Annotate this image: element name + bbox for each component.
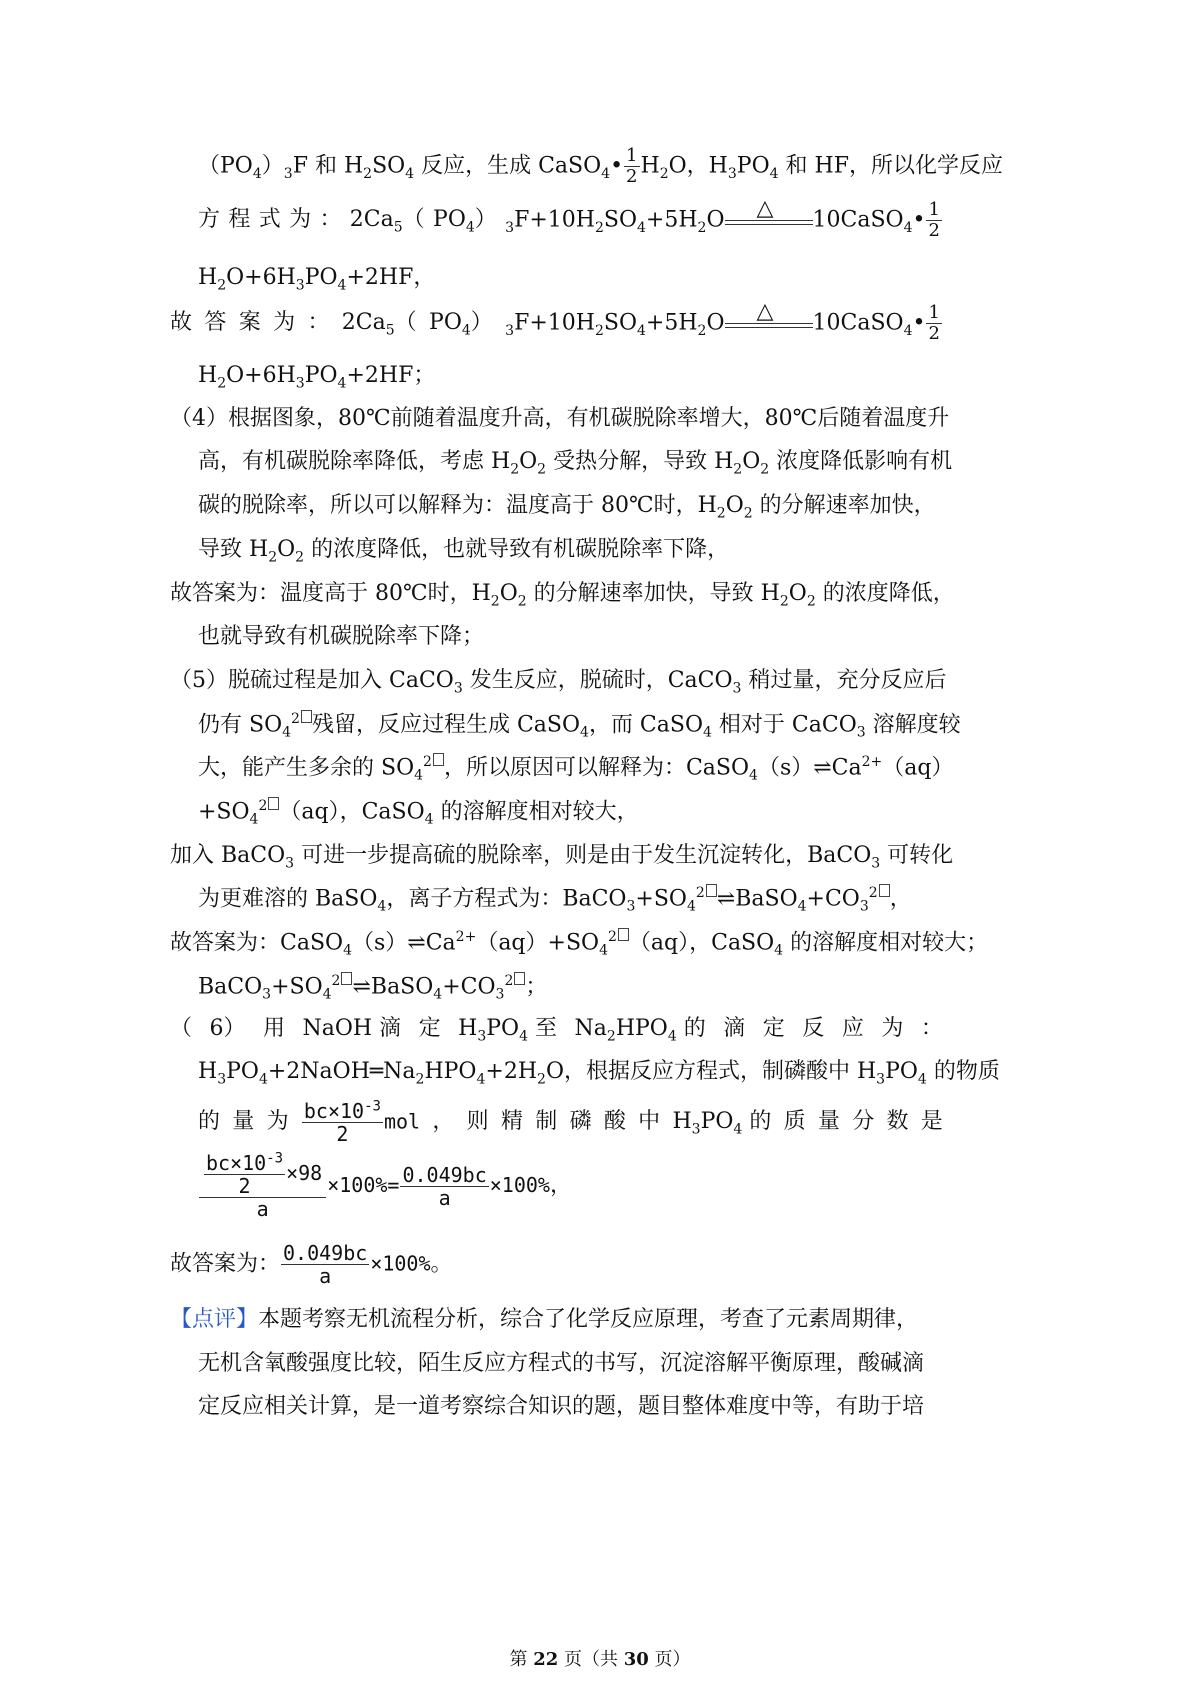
text-line: 碳的脱除率，所以可以解释为：温度高于 80℃时，$H_2O_2$ 的分解速率加快， bbox=[198, 493, 936, 522]
fraction-049: $\frac{0.049bc}{a}$ bbox=[283, 1241, 368, 1288]
comment-label: 【点评】 bbox=[170, 1307, 259, 1332]
spread-word: 磷 bbox=[569, 1109, 592, 1134]
spread-word: 为 bbox=[881, 1016, 904, 1041]
text-line: $+SO_4^2$ （aq），CaSO$_4$ 的溶解度相对较大， bbox=[198, 798, 639, 828]
text-line: 高，有机碳脱除率降低，考虑 $H_2O_2$ 受热分解，导致 $H_2O_2$ 浓度降低影响有机 bbox=[198, 449, 953, 478]
text-line: $BaCO_3+SO_4^2$ $\rightleftharpoons BaSO_4+CO_3^2$ ； bbox=[198, 973, 548, 1003]
text-line: 加入 BaCO$_3$ 可进一步提高硫的脱除率，则是由于发生沉淀转化，BaCO$_3$ 可转化 bbox=[170, 843, 954, 872]
text-line: 大，能产生多余的 $SO_4^2$ ，所以原因可以解释为：$CaSO_4(s)\rightleftharpoons Ca^{2+}(aq)$ bbox=[198, 754, 954, 784]
text-line: $H_3PO_4+2NaOH═Na_2HPO_4+2H_2O$，根据反应方程式，制磷酸中 $H_3PO_4$ 的物质 bbox=[198, 1059, 1000, 1088]
text-line: $(PO_4)_3F$ 和 $H_2SO_4$ 反应，生成 CaSO$_4$• $\frac{1}{2}$ $H_2O$，$H_3PO_4$ 和 HF，所以化学反应 bbox=[198, 145, 1003, 187]
spread-word: 则 bbox=[466, 1109, 489, 1134]
text-line: $H_2O+6H_3PO_4+2HF$； bbox=[198, 363, 436, 392]
spread-word: 反 bbox=[802, 1016, 825, 1041]
spread-word: 是 bbox=[920, 1109, 943, 1134]
text-line: 仍有 $SO_4^2$ 残留，反应过程生成 CaSO$_4$，而 CaSO$_4$ 相对于 CaCO$_3$ 溶解度较 bbox=[198, 711, 961, 741]
fraction-half: $\frac{1}{2}$ bbox=[626, 145, 638, 187]
heat-arrow-icon: △ bbox=[725, 206, 813, 234]
text-line: $H_2O+6H_3PO_4+2HF$， bbox=[198, 265, 436, 294]
spread-word: 量 bbox=[817, 1109, 840, 1134]
spread-text-line bbox=[170, 1014, 943, 1044]
spread-word: 制 bbox=[535, 1109, 558, 1134]
spread-word: $H_3PO_4$ 的 bbox=[672, 1109, 772, 1138]
equation-line: 方 程 式 为 ： $2Ca_5$（ $PO_4$） $_3F+10H_2SO_4+5H_2O$ △ 10CaSO$_4$• $\frac{1}{2}$ bbox=[198, 196, 940, 241]
spread-word: 应 bbox=[841, 1016, 864, 1041]
fraction-half: $\frac{1}{2}$ bbox=[928, 198, 940, 241]
spread-word: 中 bbox=[638, 1109, 661, 1134]
spread-word: $H_3PO_4$ 至 bbox=[458, 1016, 558, 1045]
comment-line: 无机含氧酸强度比较，陌生反应方程式的书写，沉淀溶解平衡原理，酸碱滴 bbox=[198, 1351, 925, 1376]
spread-word: 定 bbox=[418, 1016, 441, 1041]
answer-equation-line: 故 答 案 为 ： $2Ca_5$（ $PO_4$） $_3F+10H_2SO_4+5H_2O$ △ 10CaSO$_4$• $\frac{1}{2}$ bbox=[170, 299, 940, 344]
spread-word: ， bbox=[432, 1109, 455, 1134]
spread-word: 酸 bbox=[603, 1109, 626, 1134]
spread-word: 数 bbox=[886, 1109, 909, 1134]
comment-line: 定反应相关计算，是一道考察综合知识的题，题目整体难度中等，有助于培 bbox=[198, 1394, 925, 1419]
spread-word: 分 bbox=[852, 1109, 875, 1134]
fraction-bc: $\frac{bc\times 10^{-3}}{2}$ bbox=[303, 1097, 381, 1146]
comment-line: 【点评】本题考察无机流程分析，综合了化学反应原理，考查了元素周期律， bbox=[170, 1307, 919, 1332]
spread-text-line: 的 量 为 $\frac{bc\times 10^{-3}}{2}$ mol ， 则 精 制 磷 酸 中 $H_3PO_4$ 的 质 量 分 数 是 bbox=[198, 1097, 943, 1146]
spread-word: （ bbox=[170, 1016, 193, 1041]
page-footer: 第 22 页（共 30 页） bbox=[509, 1649, 691, 1670]
spread-word: 定 bbox=[762, 1016, 785, 1041]
text-line: 也就导致有机碳脱除率下降； bbox=[198, 624, 485, 649]
formula-line: $\frac{bc\times 10^{-3}}{2}$ ×98 a ×100%= $\frac{0.049bc}{a}$ ×100%， bbox=[198, 1152, 572, 1232]
text-line: 故答案为：温度高于 80℃时，$H_2O_2$ 的分解速率加快，导致 $H_2O_2$ 的浓度降低， bbox=[170, 581, 955, 610]
text-line: （4）根据图象，80℃前随着温度升高，有机碳脱除率增大，80℃后随着温度升 bbox=[170, 406, 950, 431]
answer-line: 故答案为： $\frac{0.049bc}{a}$ ×100%。 bbox=[170, 1241, 453, 1288]
text-line: 为更难溶的 BaSO$_4$，离子方程式为：$BaCO_3+SO_4^2$ $\rightleftharpoons BaSO_4+CO_3^2$ ， bbox=[198, 885, 912, 915]
spread-word: 精 bbox=[500, 1109, 523, 1134]
text-line: （5）脱硫过程是加入 CaCO$_3$ 发生反应，脱硫时，CaCO$_3$ 稍过量，充分反应后 bbox=[170, 668, 947, 697]
spread-word: 6） bbox=[209, 1016, 246, 1041]
spread-word: 滴 bbox=[723, 1016, 746, 1041]
fraction-half: $\frac{1}{2}$ bbox=[928, 301, 940, 344]
fraction-049: $\frac{0.049bc}{a}$ bbox=[402, 1162, 487, 1210]
spread-word: $Na_2HPO_4$ 的 bbox=[574, 1016, 706, 1045]
heat-arrow-icon: △ bbox=[725, 309, 813, 337]
text-line: 导致 $H_2O_2$ 的浓度降低，也就导致有机碳脱除率下降， bbox=[198, 537, 730, 566]
spread-word: 质 bbox=[783, 1109, 806, 1134]
fraction-mass: $\frac{bc\times 10^{-3}}{2}$ ×98 a bbox=[199, 1152, 326, 1220]
spread-word: NaOH 滴 bbox=[302, 1016, 402, 1041]
text-line: 故答案为：$CaSO_4(s)\rightleftharpoons Ca^{2+}(aq)+SO_4^2$ （aq），CaSO$_4$ 的溶解度相对较大； bbox=[170, 929, 989, 959]
spread-word: ： bbox=[920, 1016, 943, 1041]
spread-word: 用 bbox=[263, 1016, 286, 1041]
